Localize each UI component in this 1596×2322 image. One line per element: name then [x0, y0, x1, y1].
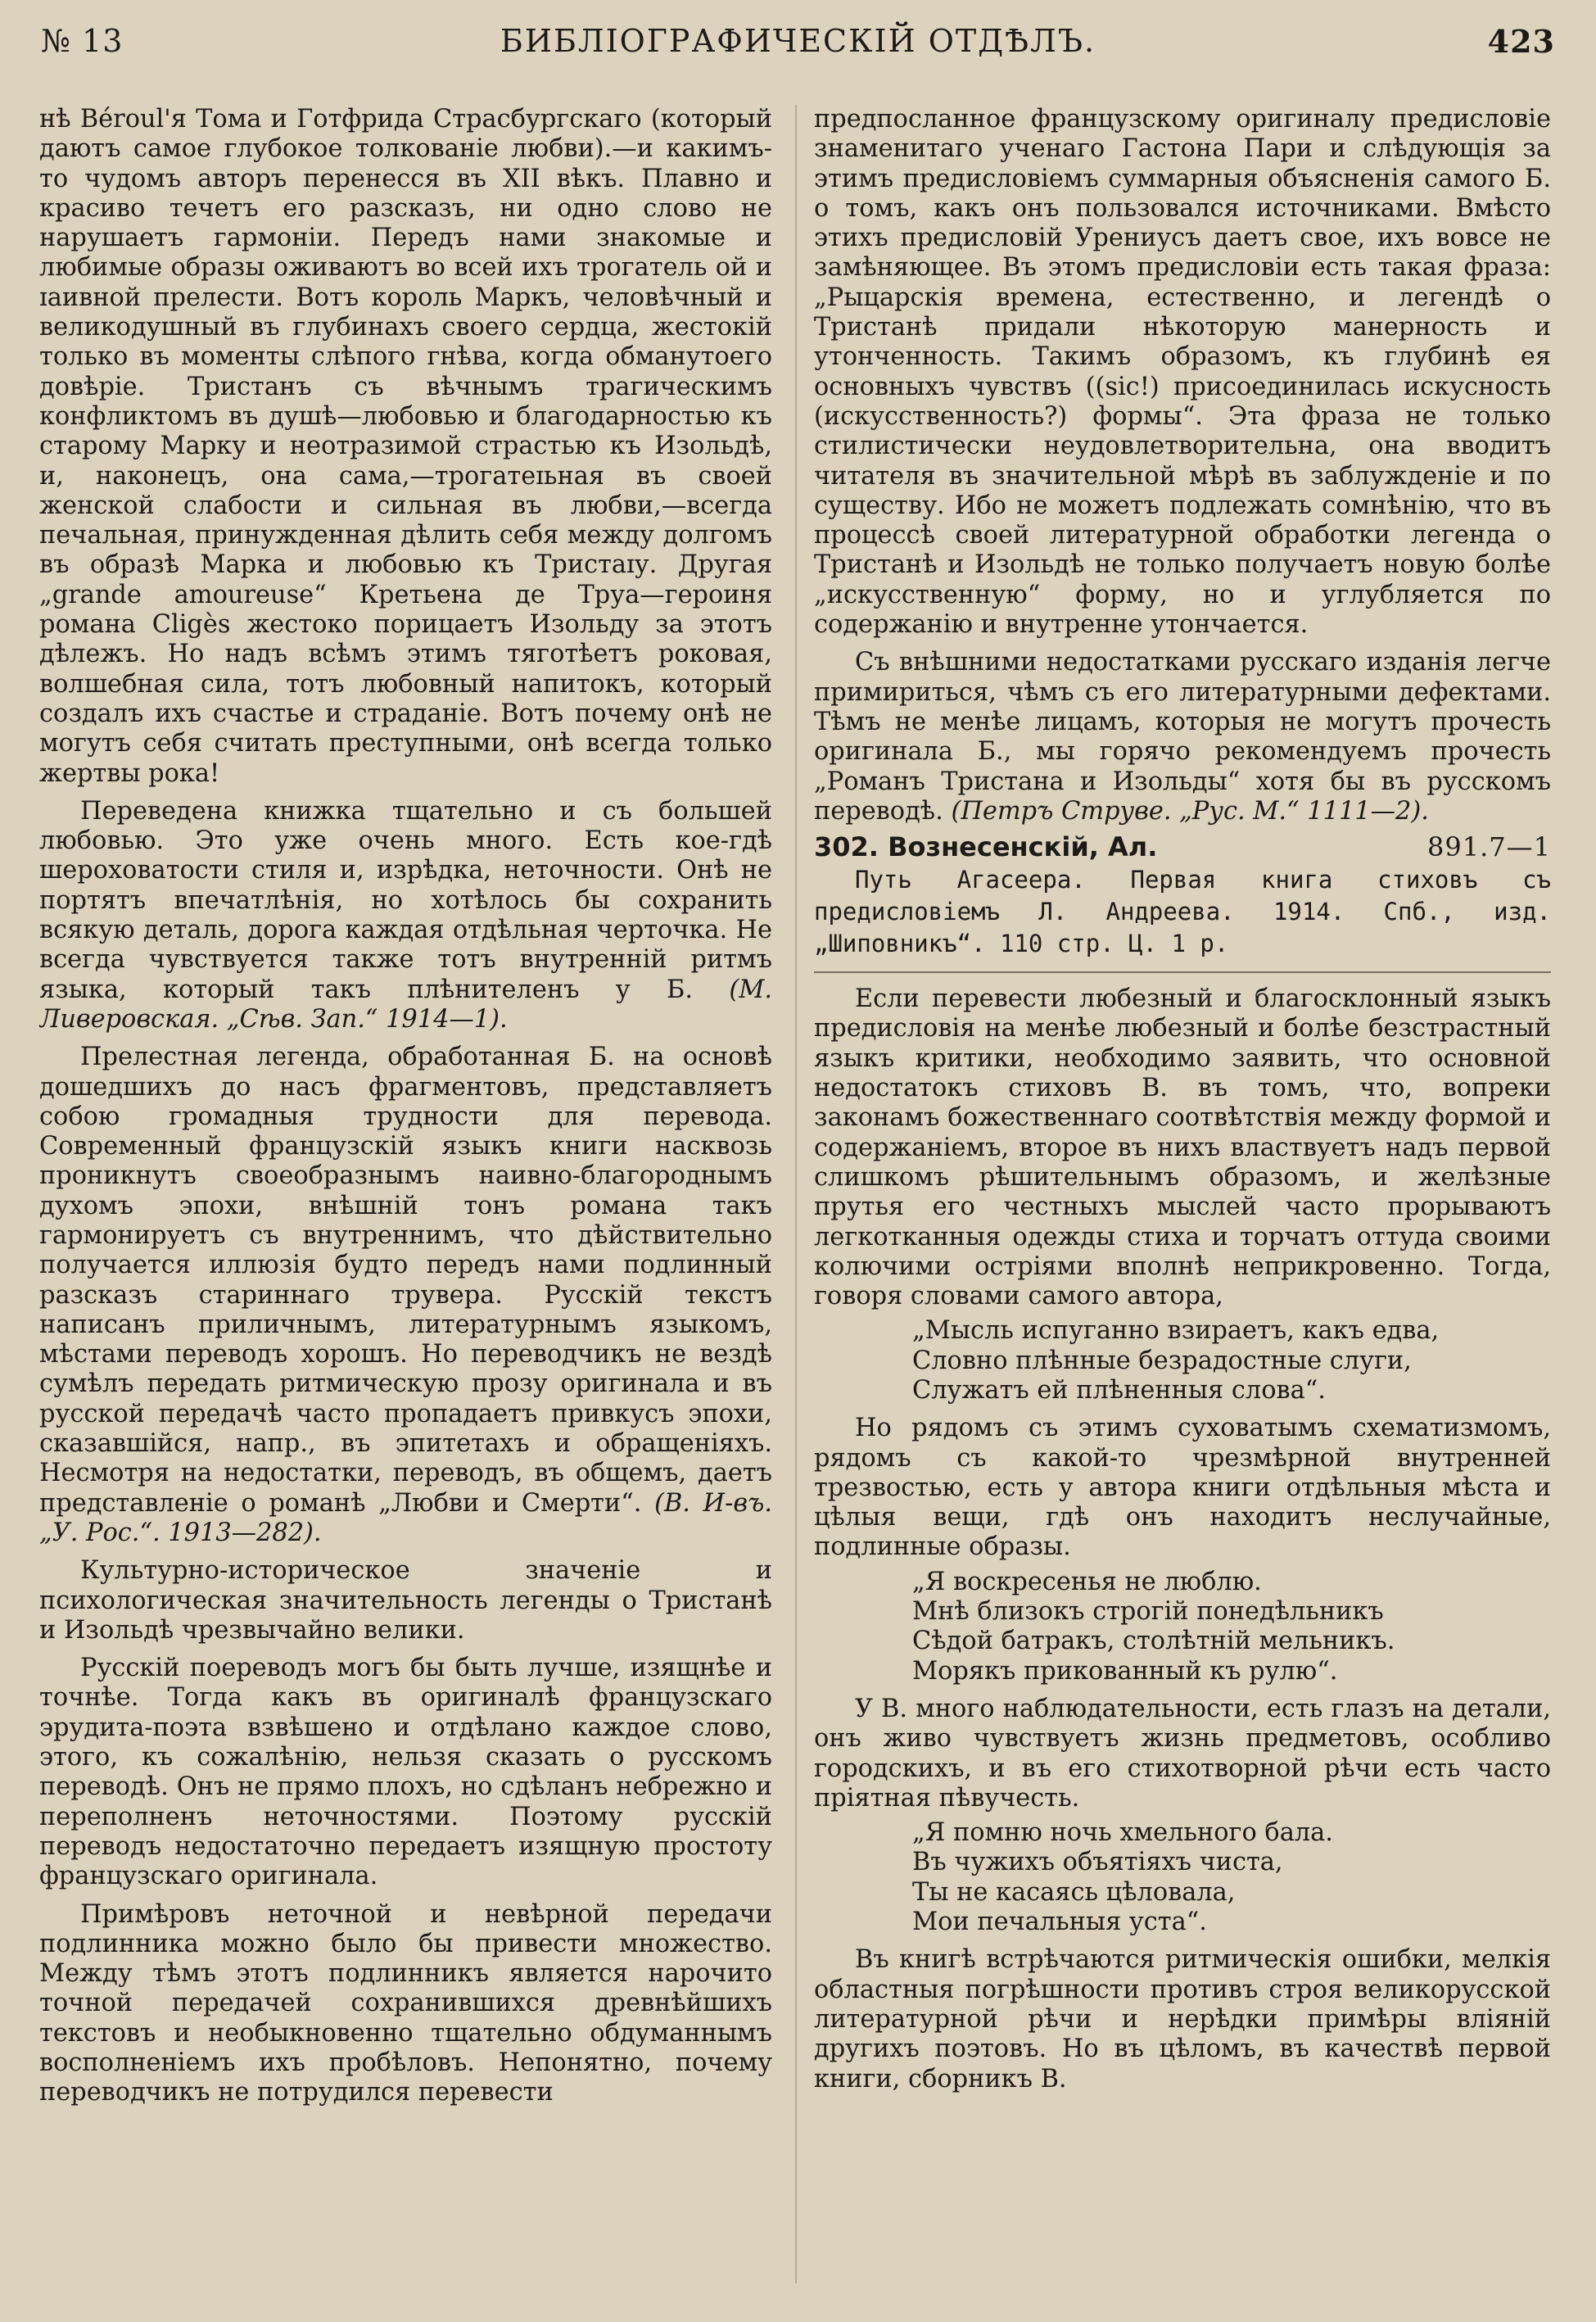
- paragraph: Но рядомъ съ этимъ суховатымъ схематизмомъ, рядомъ съ какой-то чрезмѣрной внутренней трезвостью, есть у автора книги отдѣльныя мѣста и цѣлыя вещи, гдѣ онъ находитъ неслучайные, подлинные образы.: [814, 1414, 1551, 1562]
- paragraph: предпосланное французскому оригиналу предисловіе знаменитаго ученаго Гастона Пари и слѣдующія за этимъ предисловіемъ суммарныя объясненія самого Б. о томъ, какъ онъ пользовался источниками. Вмѣсто этихъ предисловій Урениусъ даетъ свое, ихъ вовсе не замѣняющее. Въ этомъ предисловіи есть такая фраза: „Рыцарскія времена, естественно, и легендѣ о Тристанѣ придали нѣкоторую манерность и утонченность. Такимъ образомъ, къ глубинѣ ея основныхъ чувствъ ((sic!) присоединилась искусность (искусственность?) формы“. Эта фраза не только стилистически неудовлетворительна, она вводитъ читателя въ значительной мѣрѣ въ заблужденіе и по существу. Ибо не можетъ подлежать сомнѣнію, что въ процессѣ своей литературной обработки легенда о Тристанѣ и Изольдѣ не только получаетъ новую болѣе „искусственную“ форму, но и углубляется по содержанію и внутренне утончается.: [814, 105, 1551, 640]
- page-number: 423: [1487, 23, 1555, 60]
- paragraph: [814, 648, 1551, 826]
- verse-quote: [814, 1316, 1551, 1405]
- verse-line: „Я воскресенья не люблю.: [912, 1567, 1262, 1596]
- paragraph-text: Съ внѣшними недостатками русскаго изданія легче примириться, чѣмъ съ его литературными дефектами. Тѣмъ не менѣе лицамъ, которыя не могутъ прочесть оригинала Б., мы горячо рекомендуемъ прочесть „Романъ Тристана и Изольды“ хотя бы въ русскомъ переводѣ.: [814, 648, 1551, 826]
- verse-line: Сѣдой батракъ, столѣтній мельникъ.: [912, 1627, 1395, 1656]
- column-divider: [795, 105, 797, 2284]
- citation: (Петръ Струве. „Рус. М.“ 1111—2).: [951, 796, 1429, 826]
- page-header: [41, 23, 1555, 72]
- paragraph: Русскій поереводъ могъ бы быть лучше, изящнѣе и точнѣе. Тогда какъ въ оригиналѣ французскаго эрудита-поэта взвѣшено и отдѣлано каждое слово, этого, къ сожалѣнію, нельзя сказать о русскомъ переводѣ. Онъ не прямо плохъ, но сдѣланъ небрежно и переполненъ неточностями. Поэтому русскій переводъ недостаточно передаетъ изящную простоту французскаго оригинала.: [39, 1654, 772, 1891]
- paragraph: Если перевести любезный и благосклонный языкъ предисловія на менѣе любезный и болѣе безстрастный языкъ критики, необходимо заявить, что основной недостатокъ стиховъ В. въ томъ, что, вопреки законамъ божественнаго соотвѣтствія между формой и содержаніемъ, второе въ нихъ властвуетъ надъ первой слишкомъ рѣшительнымъ образомъ, и желѣзные прутья его честныхъ мыслей часто прорываютъ легкотканныя одежды стиха и торчатъ оттуда своими колючими остріями вполнѣ неприкровенно. Тогда, говоря словами самого автора,: [814, 984, 1551, 1311]
- entry-classification: 891.7—1: [1427, 831, 1551, 863]
- verse-quote: [814, 1818, 1551, 1937]
- entry-description: Путь Агасеера. Первая книга стиховъ съ предисловіемъ Л. Андреева. 1914. Спб., изд. „Шиповникъ“. 110 стр. Ц. 1 р.: [814, 866, 1551, 958]
- citation: (М. Ливеровская. „Сѣв. Зап.“ 1914—1).: [39, 975, 772, 1034]
- left-column: [39, 105, 772, 2284]
- paragraph-text: Прелестная легенда, обработанная Б. на основѣ дошедшихъ до насъ фрагментовъ, представляетъ собою громадныя трудности для перевода. Современный французскій языкъ книги насквозь проникнутъ своеобразнымъ наивно-благороднымъ духомъ эпохи, внѣшній тонъ романа такъ гармонируетъ съ внутреннимъ, что дѣйствительно получается иллюзія будто передъ нами подлинный разсказъ стариннаго трувера. Русскій текстъ написанъ приличнымъ, литературнымъ языкомъ, мѣстами переводъ хорошъ. Но переводчикъ не вездѣ сумѣлъ передать ритмическую прозу оригинала и въ русской передачѣ часто пропадаетъ привкусъ эпохи, сказавшійся, напр., въ эпитетахъ и обращеніяхъ. Несмотря на недостатки, переводъ, въ общемъ, даетъ представленіе о романѣ „Любви и Смерти“.: [39, 1043, 772, 1518]
- issue-number: № 13: [41, 23, 124, 59]
- verse-line: Въ чужихъ объятіяхъ чиста,: [912, 1848, 1283, 1877]
- verse-line: „Мысль испуганно взираетъ, какъ едва,: [912, 1316, 1440, 1346]
- right-column: [814, 105, 1551, 2284]
- paragraph: Примѣровъ неточной и невѣрной передачи подлинника можно было бы привести множество. Между тѣмъ этотъ подлинникъ является нарочито точной передачей сохранившихся древнѣйшихъ текстовъ и необыкновенно тщательно обдуманнымъ восполненіемъ ихъ пробѣловъ. Непонятно, почему переводчикъ не потрудился перевести: [39, 1899, 772, 2107]
- entry-divider: [814, 971, 1551, 973]
- paragraph: [39, 797, 772, 1034]
- verse-line: Мнѣ близокъ строгій понедѣльникъ: [912, 1597, 1384, 1627]
- verse-line: „Я помню ночь хмельного бала.: [912, 1818, 1333, 1848]
- verse-quote: [814, 1568, 1551, 1686]
- verse-line: Ты не касаясь цѣловала,: [912, 1877, 1236, 1907]
- entry-author: 302. Вознесенскій, Ал.: [814, 831, 1158, 863]
- verse-line: Служатъ ей плѣненныя слова“.: [912, 1375, 1326, 1405]
- paragraph-text: Переведена книжка тщательно и съ большей любовью. Это уже очень много. Есть кое-гдѣ шероховатости стиля и, изрѣдка, неточности. Онѣ не портятъ впечатлѣнія, но хотѣлось бы сохранить всякую деталь, дорога каждая отдѣльная черточка. Не всегда чувствуется также тотъ внутренній ритмъ языка, который такъ плѣнителенъ у Б.: [39, 796, 772, 1004]
- section-title: БИБЛІОГРАФИЧЕСКІЙ ОТДѢЛЪ.: [500, 23, 1096, 59]
- citation: (В. И-въ. „У. Рос.“. 1913—282).: [39, 1488, 772, 1547]
- entry-heading: [814, 830, 1551, 864]
- paragraph: [39, 1043, 772, 1548]
- verse-line: Морякъ прикованный къ рулю“.: [912, 1656, 1338, 1686]
- paragraph: Въ книгѣ встрѣчаются ритмическія ошибки, мелкія областныя погрѣшности противъ строя великорусской литературной рѣчи и нерѣдки примѣры вліяній другихъ поэтовъ. Но въ цѣломъ, въ качествѣ первой книги, сборникъ В.: [814, 1945, 1551, 2093]
- verse-line: Мои печальныя уста“.: [912, 1908, 1207, 1937]
- paragraph: Культурно-историческое значеніе и психологическая значительность легенды о Тристанѣ и Изольдѣ чрезвычайно велики.: [39, 1556, 772, 1645]
- paragraph: нѣ Béroul'я Тома и Готфрида Страсбургскаго (который даютъ самое глубокое толкованіе любви).—и какимъ-то чудомъ авторъ перенесся въ XII вѣкъ. Плавно и красиво течетъ его разсказъ, ни одно слово не нарушаетъ гармоніи. Передъ нами знакомые и любимые образы оживаютъ во всей ихъ трогатель ой и ɪаивной прелести. Вотъ король Маркъ, человѣчный и великодушный въ глубинахъ своего сердца, жестокій только въ моменты слѣпого гнѣва, когда обманутоего довѣріе. Тристанъ съ вѣчнымъ трагическимъ конфликтомъ въ душѣ—любовью и благодарностью къ старому Марку и неотразимой страстью къ Изольдѣ, и, наконецъ, она сама,—трогатеɪьная въ своей женской слабости и сильная въ любви,—всегда печальная, принужденная дѣлить себя между долгомъ въ образѣ Марка и любовью къ Тристаɪу. Другая „grande amoureuse“ Кретьена де Труа—героиня романа Cligès жестоко порицаетъ Изольду за этотъ дѣлежъ. Но надъ всѣмъ этимъ тяготѣетъ роковая, волшебная сила, тотъ любовный напитокъ, который создалъ ихъ счастье и страданіе. Вотъ почему онѣ не могутъ себя считать преступными, онѣ всегда только жертвы рока!: [39, 105, 772, 788]
- verse-line: Словно плѣнные безрадостные слуги,: [912, 1346, 1412, 1375]
- paragraph: У В. много наблюдательности, есть глазъ на детали, онъ живо чувствуетъ жизнь предметовъ, особливо городскихъ, и въ его стихотворной рѣчи есть часто пріятная пѣвучесть.: [814, 1694, 1551, 1813]
